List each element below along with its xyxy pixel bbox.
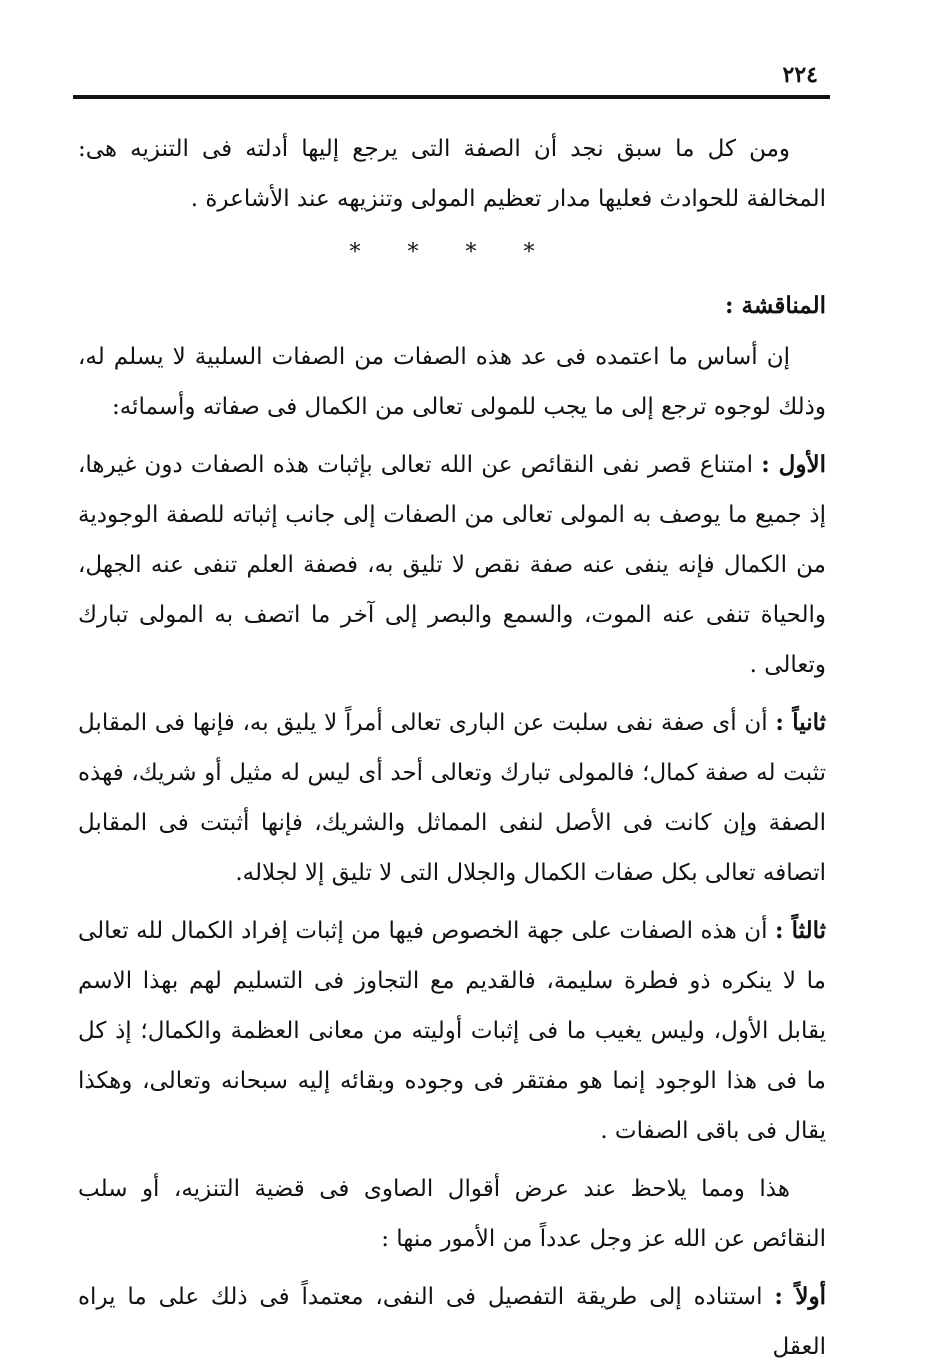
- point-firstly: [78, 1272, 826, 1372]
- intro-paragraph: ومن كل ما سبق نجد أن الصفة التى يرجع إليها أدلته فى التنزيه هى: المخالفة للحوادث فعليها مدار تعظيم المولى وتنزيهه عند الأشاعرة .: [78, 136, 826, 212]
- point-second: [78, 698, 826, 898]
- point-first-text: امتناع قصر نفى النقائص عن الله تعالى بإثبات هذه الصفات دون غيرها، إذ جميع ما يوصف به المولى تعالى من الصفات إلى جانب إثباته للصفة الوجودية من الكمال فإنه ينفى عنه صفة نقص لا تليق به، فصفة العلم تنفى عنه الجهل، والحياة تنفى عنه الموت، والسمع والبصر إلى آخر ما اتصف به المولى تبارك وتعالى .: [78, 452, 826, 678]
- point-second-text: أن أى صفة نفى سلبت عن البارى تعالى أمراً لا يليق به، فإنها فى المقابل تثبت له صفة كمال؛ فالمولى تبارك وتعالى أحد أى ليس له مثيل أو شريك، فهذه الصفة وإن كانت فى الأصل لنفى المماثل والشريك، فإنها أثبتت فى المقابل اتصافه تعالى بكل صفات الكمال والجلال التى لا تليق إلا لجلاله.: [78, 710, 826, 886]
- observation-paragraph: هذا ومما يلاحظ عند عرض أقوال الصاوى فى قضية التنزيه، أو سلب النقائص عن الله عز وجل عدداً من الأمور منها :: [78, 1176, 826, 1252]
- point-firstly-label: أولاً :: [774, 1283, 826, 1310]
- point-third: [78, 906, 826, 1156]
- section-heading: المناقشة :: [725, 292, 826, 319]
- section-separator: * * * *: [349, 240, 555, 265]
- point-first: [78, 440, 826, 690]
- page-number: ٢٢٤: [782, 62, 818, 88]
- point-third-text: أن هذه الصفات على جهة الخصوص فيها من إثبات إفراد الكمال لله تعالى ما لا ينكره ذو فطرة سليمة، فالقديم مع التجاوز فى التسليم لهم بهذا الاسم يقابل الأول، وليس يغيب ما فى إثبات أوليته من معانى العظمة والكمال؛ إذ كل ما فى هذا الوجود إنما هو مفتقر فى وجوده وبقائه إليه سبحانه وتعالى، وهكذا يقال فى باقى الصفات .: [78, 918, 826, 1144]
- page-body: [78, 124, 826, 1372]
- point-firstly-text: استناده إلى طريقة التفصيل فى النفى، معتمداً فى ذلك على ما يراه العقل: [78, 1284, 826, 1360]
- point-third-label: ثالثاً :: [774, 917, 826, 944]
- point-second-label: ثانياً :: [775, 709, 826, 736]
- point-first-label: الأول :: [761, 451, 826, 478]
- discussion-paragraph: إن أساس ما اعتمده فى عد هذه الصفات من الصفات السلبية لا يسلم له، وذلك لوجوه ترجع إلى ما يجب للمولى تعالى من الكمال فى صفاته وأسمائه:: [78, 344, 826, 420]
- header-rule: [73, 95, 830, 99]
